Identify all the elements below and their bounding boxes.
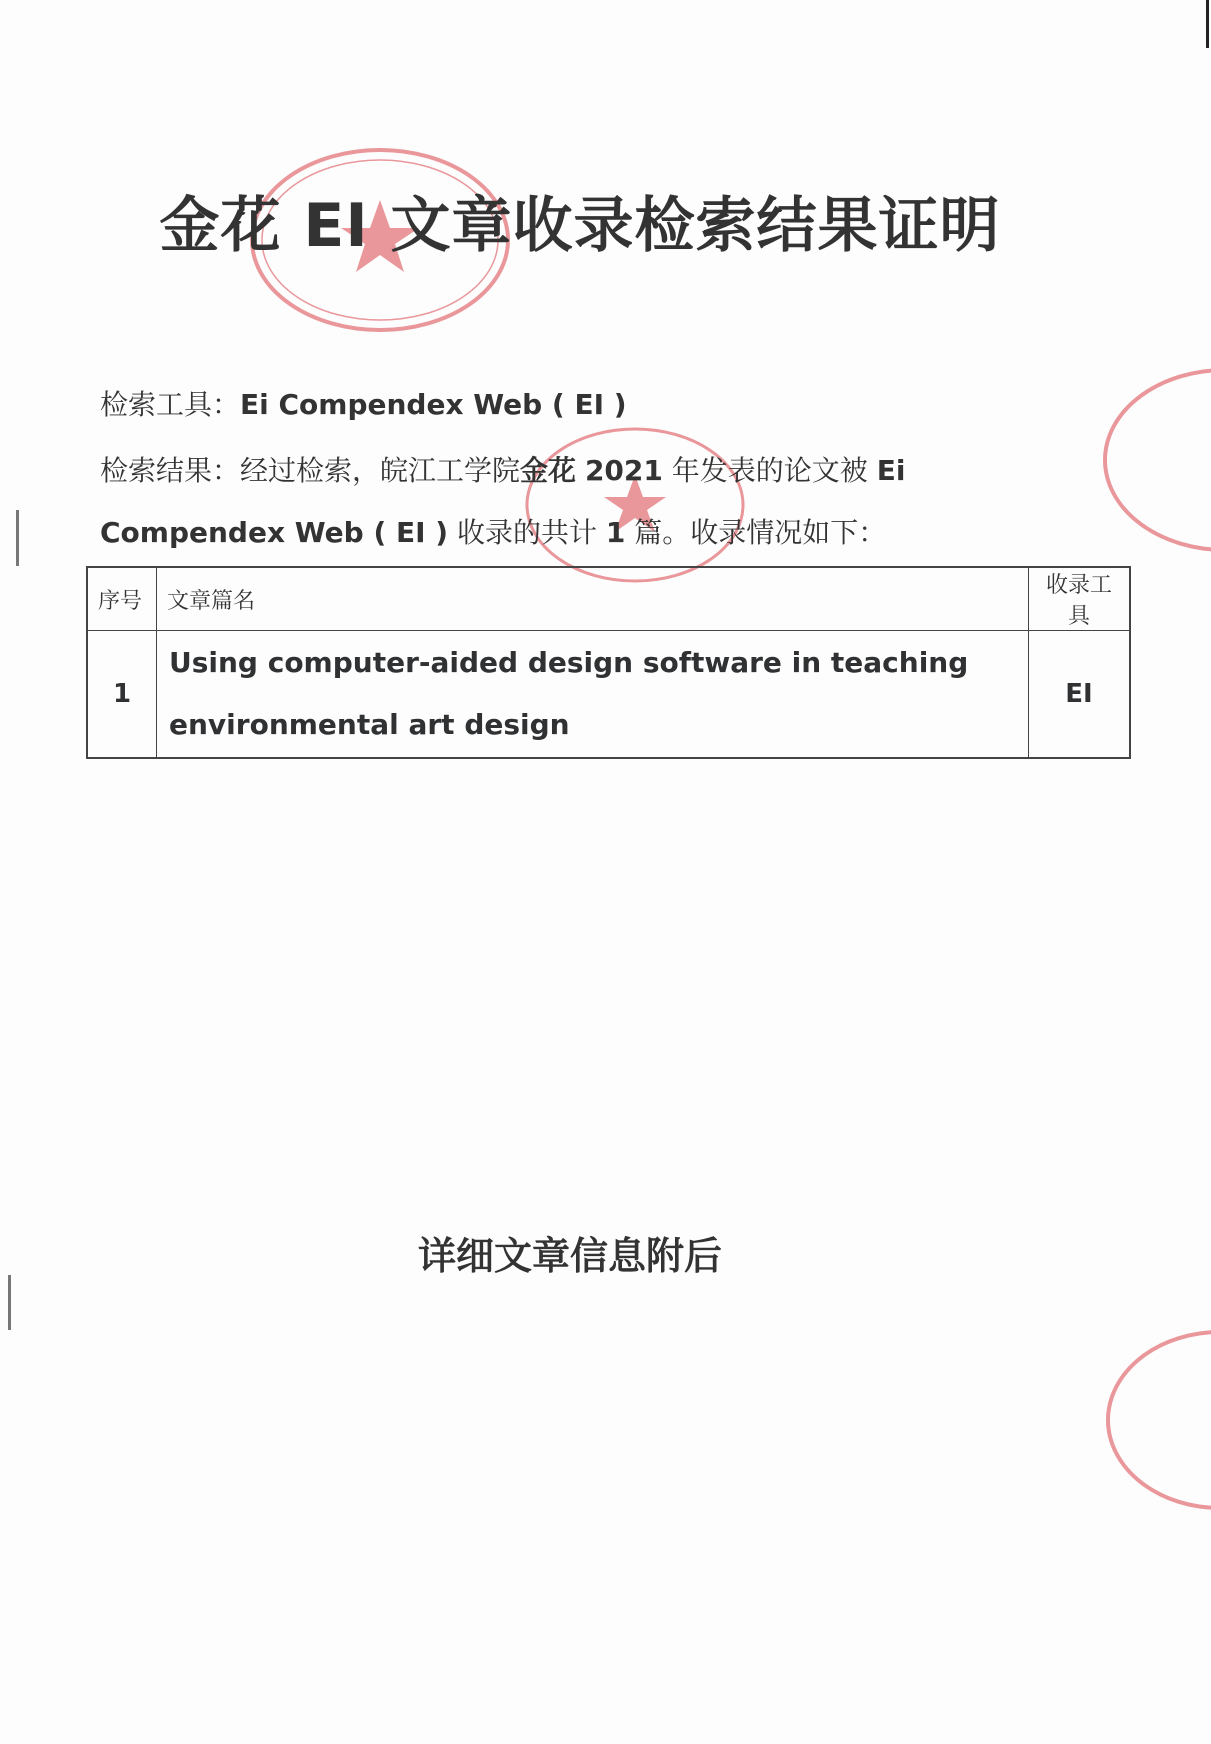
header-tool: 收录工具 bbox=[1029, 567, 1131, 631]
search-result-text-c: 收录的共计 bbox=[456, 516, 597, 549]
row-no: 1 bbox=[87, 631, 157, 759]
scan-edge-mark bbox=[16, 510, 19, 566]
table-row bbox=[87, 631, 1130, 759]
database-name-b: Compendex Web ( EI ) bbox=[100, 516, 449, 549]
scan-edge-mark bbox=[1206, 0, 1209, 48]
header-title: 文章篇名 bbox=[157, 567, 1029, 631]
author-name: 金花 bbox=[520, 454, 577, 487]
publish-year: 2021 bbox=[584, 454, 663, 487]
right-seal-stamp-bottom bbox=[1100, 1320, 1211, 1520]
right-seal-stamp-top bbox=[1095, 360, 1211, 560]
results-table bbox=[86, 566, 1131, 759]
scan-edge-mark bbox=[8, 1275, 11, 1330]
search-result-line-2 bbox=[100, 511, 886, 551]
center-seal-stamp-2 bbox=[520, 420, 750, 590]
record-count: 1 bbox=[605, 516, 626, 549]
page-title: 金花 EI 文章收录检索结果证明 bbox=[159, 191, 1001, 261]
database-name-a: Ei bbox=[876, 454, 906, 487]
header-no: 序号 bbox=[87, 567, 157, 631]
row-tool: EI bbox=[1029, 631, 1131, 759]
search-result-text-d: 篇。收录情况如下： bbox=[634, 516, 887, 549]
search-result-text-a: 经过检索，皖江工学院 bbox=[240, 454, 521, 487]
footer-note: 详细文章信息附后 bbox=[417, 1234, 722, 1278]
search-result-line bbox=[100, 449, 905, 489]
search-result-label: 检索结果： bbox=[100, 454, 241, 487]
search-tool-line bbox=[100, 383, 627, 423]
search-result-text-b: 年发表的论文被 bbox=[671, 454, 868, 487]
search-tool-label: 检索工具： bbox=[100, 388, 241, 421]
row-title: Using computer-aided design software in teaching environmental art design bbox=[157, 631, 1029, 759]
table-header-row bbox=[87, 567, 1130, 631]
search-tool-value: Ei Compendex Web ( EI ) bbox=[240, 388, 627, 421]
